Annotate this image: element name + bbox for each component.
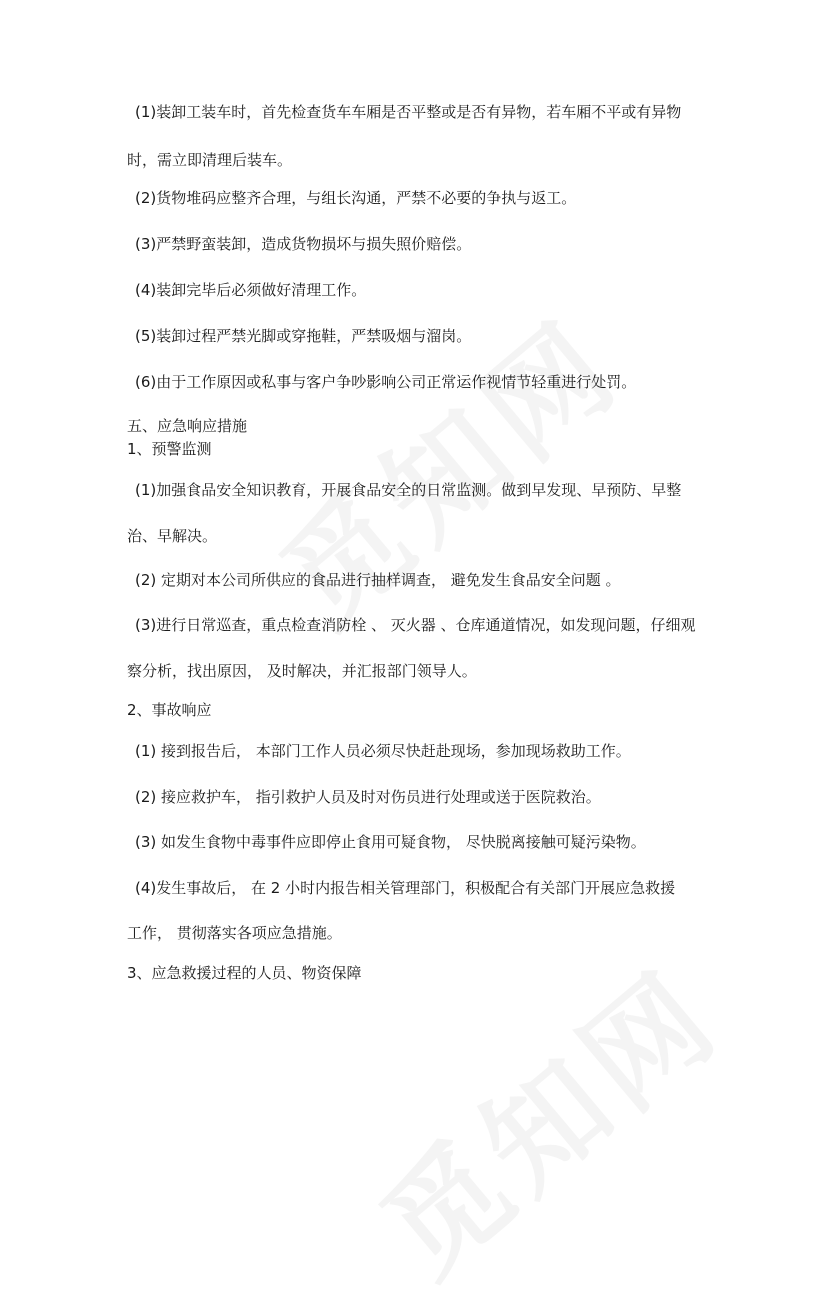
paragraph-line: (3)严禁野蛮装卸，造成货物损坏与损失照价赔偿。: [135, 235, 472, 253]
paragraph-line: (4)发生事故后， 在 2 小时内报告相关管理部门，积极配合有关部门开展应急救援: [135, 879, 676, 897]
paragraph-line: (5)装卸过程严禁光脚或穿拖鞋，严禁吸烟与溜岗。: [135, 327, 472, 345]
paragraph-line: 工作， 贯彻落实各项应急措施。: [127, 924, 342, 942]
paragraph-line: (2) 定期对本公司所供应的食品进行抽样调查， 避免发生食品安全问题 。: [135, 571, 621, 589]
watermark: [340, 925, 749, 1307]
paragraph-line: (3) 如发生食物中毒事件应即停止食用可疑食物， 尽快脱离接触可疑污染物。: [135, 833, 646, 851]
paragraph-line: 时，需立即清理后装车。: [127, 151, 293, 169]
paragraph-line: (2) 接应救护车， 指引救护人员及时对伤员进行处理或送于医院救治。: [135, 788, 601, 806]
paragraph-line: (3)进行日常巡查，重点检查消防栓 、 灭火器 、仓库通道情况，如发现问题，仔细观: [135, 616, 696, 634]
paragraph-line: (1)装卸工装车时，首先检查货车车厢是否平整或是否有异物，若车厢不平或有异物: [135, 103, 682, 121]
section-heading: 五、应急响应措施: [127, 417, 248, 435]
paragraph-line: 治、早解决。: [127, 527, 218, 545]
paragraph-line: (4)装卸完毕后必须做好清理工作。: [135, 281, 367, 299]
paragraph-line: (6)由于工作原因或私事与客户争吵影响公司正常运作视情节轻重进行处罚。: [135, 373, 637, 391]
subsection-heading: 3、应急救援过程的人员、物资保障: [127, 964, 362, 982]
paragraph-line: (1)加强食品安全知识教育，开展食品安全的日常监测。做到早发现、早预防、早整: [135, 481, 682, 499]
paragraph-line: (1) 接到报告后， 本部门工作人员必须尽快赶赴现场，参加现场救助工作。: [135, 742, 631, 760]
subsection-heading: 2、事故响应: [127, 701, 212, 719]
paragraph-line: 察分析，找出原因， 及时解决，并汇报部门领导人。: [127, 662, 477, 680]
paragraph-line: (2)货物堆码应整齐合理，与组长沟通，严禁不必要的争执与返工。: [135, 189, 577, 207]
subsection-heading: 1、预警监测: [127, 440, 212, 458]
